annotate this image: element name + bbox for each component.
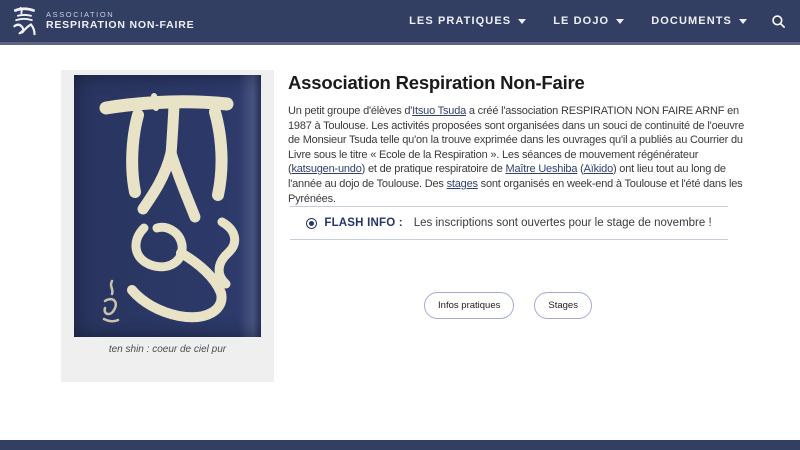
infos-pratiques-button[interactable]: Infos pratiques <box>424 292 514 319</box>
logo-line2: RESPIRATION NON-FAIRE <box>46 19 195 32</box>
stages-button[interactable]: Stages <box>534 292 592 319</box>
paragraph-text: sont organisés en week-end à Toulouse et l'été dans les Pyrénées. <box>288 177 743 205</box>
logo-text <box>46 10 194 33</box>
paragraph-text: Un petit groupe d'élèves d' <box>288 105 413 117</box>
page-title: Association Respiration Non-Faire <box>288 72 585 93</box>
ai-kanji-calligraphy-icon <box>10 5 38 37</box>
figure-caption: ten shin : coeur de ciel pur <box>108 344 227 355</box>
link-aikido[interactable]: Aïkido <box>583 163 613 176</box>
main-content <box>288 0 746 450</box>
flash-label: FLASH INFO : <box>324 217 403 229</box>
flash-info-banner <box>290 206 728 240</box>
calligraphy-figure <box>61 70 274 382</box>
link-katsugen-undo[interactable]: katsugen-undo <box>291 163 362 176</box>
flash-text: Les inscriptions sont ouvertes pour le stage de novembre ! <box>413 217 712 229</box>
calligraphy-image <box>74 75 261 337</box>
link-stages[interactable]: stages <box>446 177 478 190</box>
paragraph-text: ) ont lieu tout au long de l'année au dojo de Toulouse. Des <box>288 163 726 190</box>
nav-item-label: LES PRATIQUES <box>409 15 512 27</box>
nav-item-label: DOCUMENTS <box>651 15 732 27</box>
intro-paragraph <box>288 104 746 206</box>
link-maitre-ueshiba[interactable]: Maître Ueshiba <box>505 163 578 176</box>
action-buttons <box>288 292 728 319</box>
search-icon[interactable] <box>771 14 786 29</box>
paragraph-text: ) et de pratique respiratoire de <box>361 163 506 176</box>
artist-signature <box>104 281 118 321</box>
logo[interactable] <box>10 5 194 37</box>
logo-line1: ASSOCIATION <box>46 9 115 19</box>
link-itsuo-tsuda[interactable]: Itsuo Tsuda <box>412 105 467 117</box>
footer-bar <box>0 440 800 450</box>
paragraph-text: ( <box>577 163 584 176</box>
flash-bullet-icon <box>306 218 317 229</box>
nav-item-label: LE DOJO <box>553 15 610 27</box>
paragraph-text: a créé l'association RESPIRATION NON FAIRE ARNF en 1987 à Toulouse. Les activités proposées sont organisées dans un souci de continuité de l'oeuvre de Monsieur Tsuda telle qu'on la trouve exprimée dans les ouvrages qu'il a publiés au Courrier du Livre sous le titre « Ecole de la Respiration ». Les séances de mouvement régénérateur ( <box>288 105 745 176</box>
